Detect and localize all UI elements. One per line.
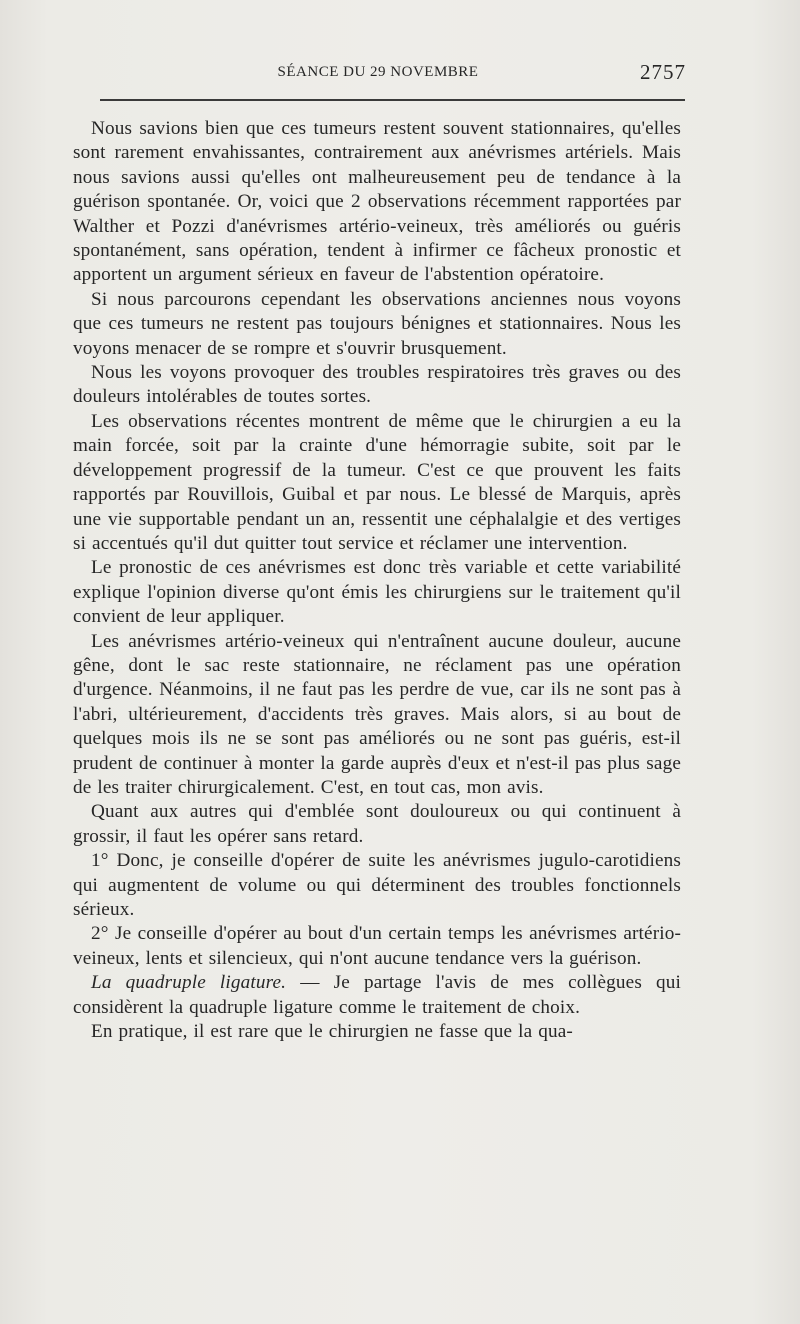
header-rule xyxy=(100,99,685,101)
paragraph-2: Si nous parcourons cependant les observations anciennes nous voyons que ces tumeurs ne restent pas toujours bénignes et stationnaires. Nous les voyons menacer de se rompre et s'ouvrir brusquement. xyxy=(73,288,681,359)
body-text xyxy=(73,117,681,1044)
paragraph-1: Nous savions bien que ces tumeurs restent souvent stationnaires, qu'elles sont rarement envahissantes, contrairement aux anévrismes artériels. Mais nous savions aussi qu'elles ont malheureusement peu de tendance à la guérison spontanée. Or, voici que 2 observations récemment rapportées par Walther et Pozzi d'anévrismes artério-veineux, très améliorés ou guéris spontanément, sans opération, tendent à infirmer ce fâcheux pronostic et apportent un argument sérieux en faveur de l'abstention opératoire. xyxy=(73,118,681,286)
paragraph-7: Quant aux autres qui d'emblée sont douloureux ou qui continuent à grossir, il faut les opérer sans retard. xyxy=(73,801,681,847)
paragraph-3: Nous les voyons provoquer des troubles respiratoires très graves ou des douleurs intolérables de toutes sortes. xyxy=(73,362,681,408)
paragraph-11: En pratique, il est rare que le chirurgien ne fasse que la qua- xyxy=(91,1021,573,1043)
running-title: SÉANCE DU 29 NOVEMBRE xyxy=(277,64,479,80)
paragraph-4: Les observations récentes montrent de même que le chirurgien a eu la main forcée, soit par la crainte d'une hémorragie subite, soit par le développement progressif de la tumeur. C'est ce que prouvent les faits rapportés par Rouvillois, Guibal et par nous. Le blessé de Marquis, après une vie supportable pendant un an, ressentit une céphalalgie et des vertiges si accentués qu'il dut quitter tout service et réclamer une intervention. xyxy=(73,410,681,554)
section-heading-inline: La quadruple ligature. xyxy=(91,972,287,994)
paragraph-5: Le pronostic de ces anévrismes est donc très variable et cette variabilité explique l'opinion diverse qu'ont émis les chirurgiens sur le traitement qu'il convient de leur appliquer. xyxy=(73,557,681,628)
running-head xyxy=(72,62,684,92)
page-number: 2757 xyxy=(640,60,686,84)
paragraph-9-numbered: 2° Je conseille d'opérer au bout d'un certain temps les anévrismes artério-veineux, lents et silencieux, qui n'ont aucune tendance vers la guérison. xyxy=(73,923,681,969)
paragraph-8-numbered: 1° Donc, je conseille d'opérer de suite les anévrismes jugulo-carotidiens qui augmentent de volume ou qui déterminent des troubles fonctionnels sérieux. xyxy=(73,850,681,920)
section-text: — Je partage l'avis de mes collègues qui considèrent la quadruple ligature comme le traitement de choix. xyxy=(73,972,681,1018)
paragraph-10-section xyxy=(73,971,681,1020)
paragraph-6: Les anévrismes artério-veineux qui n'entraînent aucune douleur, aucune gêne, dont le sac reste stationnaire, ne réclament pas une opération d'urgence. Néanmoins, il ne faut pas les perdre de vue, car ils ne sont pas à l'abri, ultérieurement, d'accidents très graves. Mais alors, si au bout de quelques mois ils ne se sont pas améliorés ou ne sont pas guéris, est-il prudent de continuer à monter la garde auprès d'eux et n'est-il pas plus sage de les traiter chirurgicalement. C'est, en tout cas, mon avis. xyxy=(73,630,681,798)
